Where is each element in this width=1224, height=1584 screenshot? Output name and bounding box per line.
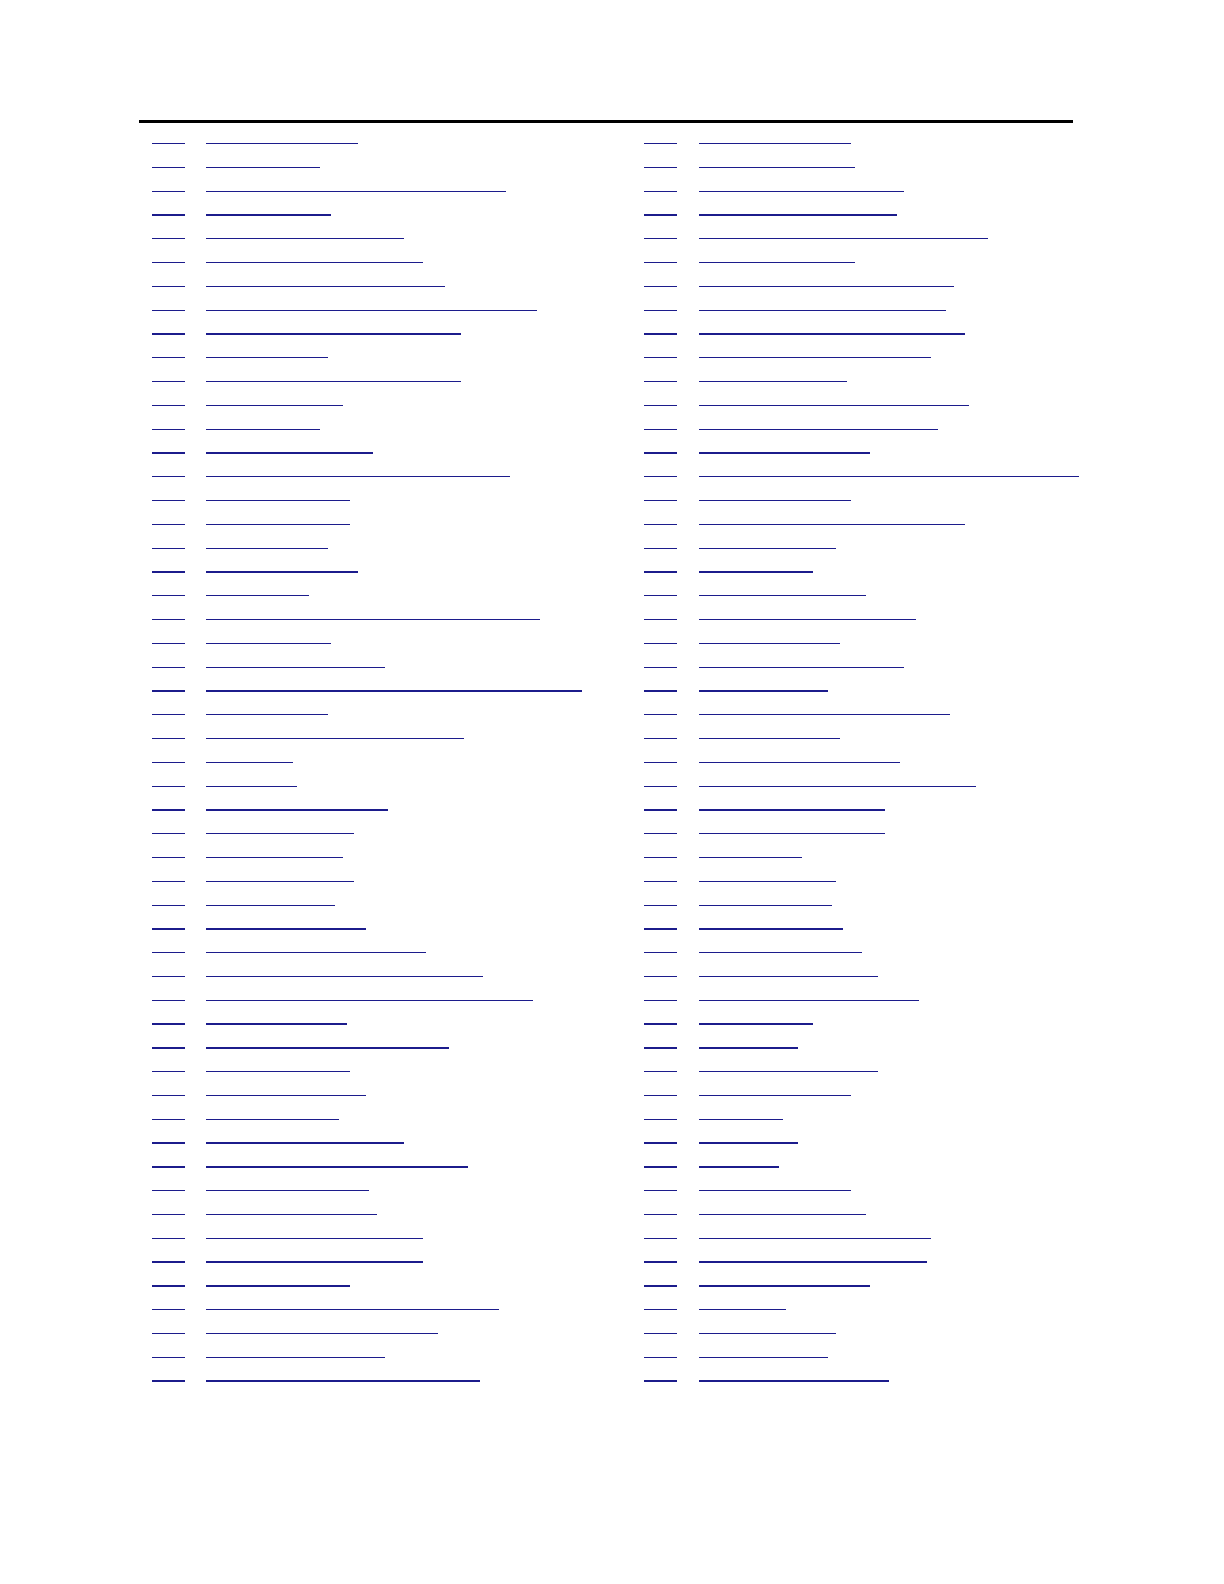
entry-title-link[interactable] <box>699 952 862 953</box>
entry-number-link[interactable] <box>644 1000 677 1001</box>
entry-number-link[interactable] <box>152 714 185 715</box>
entry-title-link[interactable] <box>206 286 445 287</box>
entry-number-link[interactable] <box>644 286 677 287</box>
entry-number-link[interactable] <box>644 452 677 453</box>
entry-number-link[interactable] <box>152 857 185 858</box>
entry-title-link[interactable] <box>206 690 582 691</box>
entry-title-link[interactable] <box>699 1285 870 1286</box>
entry-number-link[interactable] <box>152 1166 185 1167</box>
entry-number-link[interactable] <box>152 643 185 644</box>
entry-number-link[interactable] <box>152 405 185 406</box>
entry-title-link[interactable] <box>699 690 828 691</box>
entry-number-link[interactable] <box>644 1261 677 1262</box>
entry-title-link[interactable] <box>206 357 328 358</box>
entry-title-link[interactable] <box>206 571 358 572</box>
entry-title-link[interactable] <box>206 1214 377 1215</box>
entry-number-link[interactable] <box>152 262 185 263</box>
entry-number-link[interactable] <box>152 1047 185 1048</box>
entry-title-link[interactable] <box>699 833 885 834</box>
entry-number-link[interactable] <box>644 1357 677 1358</box>
entry-number-link[interactable] <box>644 1166 677 1167</box>
entry-title-link[interactable] <box>206 667 385 668</box>
entry-number-link[interactable] <box>152 1333 185 1334</box>
entry-title-link[interactable] <box>206 333 461 334</box>
entry-title-link[interactable] <box>699 333 965 334</box>
entry-title-link[interactable] <box>206 976 483 977</box>
entry-title-link[interactable] <box>699 1119 783 1120</box>
entry-number-link[interactable] <box>644 143 677 144</box>
entry-number-link[interactable] <box>152 928 185 929</box>
entry-title-link[interactable] <box>206 167 320 168</box>
entry-title-link[interactable] <box>699 1047 798 1048</box>
entry-title-link[interactable] <box>699 643 840 644</box>
entry-number-link[interactable] <box>152 595 185 596</box>
entry-title-link[interactable] <box>206 619 540 620</box>
entry-number-link[interactable] <box>152 1214 185 1215</box>
entry-title-link[interactable] <box>699 762 900 763</box>
entry-title-link[interactable] <box>206 548 328 549</box>
entry-number-link[interactable] <box>644 1023 677 1024</box>
entry-number-link[interactable] <box>152 286 185 287</box>
entry-title-link[interactable] <box>206 1333 438 1334</box>
entry-title-link[interactable] <box>699 1214 866 1215</box>
entry-title-link[interactable] <box>206 1190 369 1191</box>
entry-number-link[interactable] <box>644 476 677 477</box>
entry-title-link[interactable] <box>206 928 366 929</box>
entry-title-link[interactable] <box>699 286 954 287</box>
entry-title-link[interactable] <box>699 1071 878 1072</box>
entry-number-link[interactable] <box>644 1047 677 1048</box>
entry-number-link[interactable] <box>152 571 185 572</box>
entry-title-link[interactable] <box>699 1166 779 1167</box>
entry-number-link[interactable] <box>644 762 677 763</box>
entry-number-link[interactable] <box>644 976 677 977</box>
entry-number-link[interactable] <box>644 333 677 334</box>
entry-number-link[interactable] <box>152 1380 185 1381</box>
entry-title-link[interactable] <box>206 1023 347 1024</box>
header-rule <box>139 120 1073 123</box>
entry-title-link[interactable] <box>206 238 404 239</box>
entry-number-link[interactable] <box>152 429 185 430</box>
entry-number-link[interactable] <box>152 1285 185 1286</box>
entry-number-link[interactable] <box>644 1119 677 1120</box>
entry-number-link[interactable] <box>644 429 677 430</box>
entry-number-link[interactable] <box>644 738 677 739</box>
entry-title-link[interactable] <box>206 714 328 715</box>
entry-number-link[interactable] <box>152 1023 185 1024</box>
entry-title-link[interactable] <box>206 214 331 215</box>
entry-title-link[interactable] <box>206 429 320 430</box>
entry-title-link[interactable] <box>699 786 976 787</box>
entry-number-link[interactable] <box>152 1071 185 1072</box>
entry-title-link[interactable] <box>699 928 843 929</box>
entry-number-link[interactable] <box>644 1214 677 1215</box>
entry-title-link[interactable] <box>206 833 354 834</box>
entry-title-link[interactable] <box>699 310 946 311</box>
entry-title-link[interactable] <box>699 238 988 239</box>
entry-title-link[interactable] <box>206 857 343 858</box>
entry-number-link[interactable] <box>152 500 185 501</box>
entry-number-link[interactable] <box>644 238 677 239</box>
entry-number-link[interactable] <box>152 786 185 787</box>
entry-title-link[interactable] <box>206 405 343 406</box>
entry-number-link[interactable] <box>152 1357 185 1358</box>
entry-title-link[interactable] <box>699 1309 786 1310</box>
entry-number-link[interactable] <box>644 1071 677 1072</box>
entry-title-link[interactable] <box>206 643 331 644</box>
entry-number-link[interactable] <box>644 643 677 644</box>
entry-number-link[interactable] <box>152 238 185 239</box>
entry-title-link[interactable] <box>699 143 851 144</box>
entry-title-link[interactable] <box>699 1190 851 1191</box>
entry-title-link[interactable] <box>699 619 916 620</box>
entry-number-link[interactable] <box>644 809 677 810</box>
entry-number-link[interactable] <box>644 357 677 358</box>
entry-number-link[interactable] <box>152 1142 185 1143</box>
entry-title-link[interactable] <box>699 524 965 525</box>
entry-title-link[interactable] <box>206 1000 533 1001</box>
entry-number-link[interactable] <box>644 667 677 668</box>
entry-title-link[interactable] <box>699 1142 798 1143</box>
entry-title-link[interactable] <box>206 881 354 882</box>
entry-number-link[interactable] <box>152 1238 185 1239</box>
entry-title-link[interactable] <box>206 1071 350 1072</box>
entry-number-link[interactable] <box>644 595 677 596</box>
entry-number-link[interactable] <box>644 857 677 858</box>
entry-title-link[interactable] <box>699 262 855 263</box>
entry-number-link[interactable] <box>644 714 677 715</box>
entry-title-link[interactable] <box>206 1309 499 1310</box>
entry-number-link[interactable] <box>152 976 185 977</box>
entry-number-link[interactable] <box>152 762 185 763</box>
entry-title-link[interactable] <box>206 1357 385 1358</box>
entry-number-link[interactable] <box>644 1380 677 1381</box>
entry-title-link[interactable] <box>699 1261 927 1262</box>
entry-title-link[interactable] <box>206 1380 480 1381</box>
entry-number-link[interactable] <box>644 571 677 572</box>
entry-title-link[interactable] <box>699 1333 836 1334</box>
entry-title-link[interactable] <box>206 1119 339 1120</box>
entry-number-link[interactable] <box>152 690 185 691</box>
entry-title-link[interactable] <box>206 262 423 263</box>
entry-number-link[interactable] <box>644 405 677 406</box>
entry-title-link[interactable] <box>699 167 855 168</box>
entry-number-link[interactable] <box>644 1238 677 1239</box>
entry-number-link[interactable] <box>152 905 185 906</box>
entry-number-link[interactable] <box>152 1190 185 1191</box>
entry-title-link[interactable] <box>699 905 832 906</box>
entry-title-link[interactable] <box>206 738 464 739</box>
entry-title-link[interactable] <box>206 595 309 596</box>
entry-number-link[interactable] <box>644 500 677 501</box>
entry-number-link[interactable] <box>644 167 677 168</box>
entry-number-link[interactable] <box>152 1095 185 1096</box>
entry-title-link[interactable] <box>206 786 297 787</box>
entry-title-link[interactable] <box>699 881 836 882</box>
entry-number-link[interactable] <box>644 952 677 953</box>
entry-number-link[interactable] <box>152 310 185 311</box>
entry-number-link[interactable] <box>152 167 185 168</box>
entry-title-link[interactable] <box>699 429 938 430</box>
entry-number-link[interactable] <box>644 191 677 192</box>
entry-number-link[interactable] <box>644 1190 677 1191</box>
entry-number-link[interactable] <box>152 357 185 358</box>
entry-title-link[interactable] <box>206 1261 423 1262</box>
entry-title-link[interactable] <box>206 1142 404 1143</box>
entry-number-link[interactable] <box>152 452 185 453</box>
entry-number-link[interactable] <box>644 619 677 620</box>
entry-title-link[interactable] <box>699 1000 919 1001</box>
entry-title-link[interactable] <box>699 1023 813 1024</box>
entry-number-link[interactable] <box>644 1309 677 1310</box>
entry-title-link[interactable] <box>699 714 950 715</box>
entry-title-link[interactable] <box>699 381 847 382</box>
entry-number-link[interactable] <box>152 1119 185 1120</box>
entry-title-link[interactable] <box>206 762 293 763</box>
entry-title-link[interactable] <box>206 476 510 477</box>
entry-title-link[interactable] <box>699 571 813 572</box>
entry-number-link[interactable] <box>152 143 185 144</box>
entry-title-link[interactable] <box>206 1095 366 1096</box>
entry-title-link[interactable] <box>699 1380 889 1381</box>
entry-title-link[interactable] <box>699 500 851 501</box>
entry-title-link[interactable] <box>699 1095 851 1096</box>
entry-number-link[interactable] <box>644 1095 677 1096</box>
entry-number-link[interactable] <box>152 214 185 215</box>
entry-title-link[interactable] <box>699 1238 931 1239</box>
entry-number-link[interactable] <box>644 1142 677 1143</box>
entry-title-link[interactable] <box>206 1285 350 1286</box>
entry-title-link[interactable] <box>699 857 802 858</box>
entry-number-link[interactable] <box>644 905 677 906</box>
entry-number-link[interactable] <box>152 1261 185 1262</box>
entry-number-link[interactable] <box>644 881 677 882</box>
entry-title-link[interactable] <box>699 548 836 549</box>
entry-number-link[interactable] <box>152 667 185 668</box>
entry-number-link[interactable] <box>152 548 185 549</box>
entry-title-link[interactable] <box>206 143 358 144</box>
entry-number-link[interactable] <box>152 952 185 953</box>
entry-number-link[interactable] <box>152 881 185 882</box>
entry-title-link[interactable] <box>699 1357 828 1358</box>
entry-number-link[interactable] <box>152 809 185 810</box>
entry-number-link[interactable] <box>644 928 677 929</box>
entry-title-link[interactable] <box>699 405 969 406</box>
entry-title-link[interactable] <box>206 381 461 382</box>
entry-title-link[interactable] <box>699 809 885 810</box>
entry-title-link[interactable] <box>699 738 840 739</box>
entry-number-link[interactable] <box>644 262 677 263</box>
entry-title-link[interactable] <box>206 452 373 453</box>
entry-number-link[interactable] <box>152 476 185 477</box>
entry-number-link[interactable] <box>644 1285 677 1286</box>
entry-number-link[interactable] <box>644 548 677 549</box>
entry-number-link[interactable] <box>644 690 677 691</box>
entry-title-link[interactable] <box>206 905 335 906</box>
entry-title-link[interactable] <box>699 452 870 453</box>
entry-title-link[interactable] <box>699 667 904 668</box>
entry-title-link[interactable] <box>206 191 506 192</box>
entry-number-link[interactable] <box>152 1000 185 1001</box>
entry-number-link[interactable] <box>152 381 185 382</box>
entry-number-link[interactable] <box>152 191 185 192</box>
entry-title-link[interactable] <box>206 500 350 501</box>
entry-number-link[interactable] <box>644 786 677 787</box>
entry-number-link[interactable] <box>644 310 677 311</box>
entry-title-link[interactable] <box>206 809 388 810</box>
entry-title-link[interactable] <box>206 310 537 311</box>
entry-number-link[interactable] <box>644 833 677 834</box>
entry-number-link[interactable] <box>644 214 677 215</box>
entry-title-link[interactable] <box>206 1166 468 1167</box>
entry-number-link[interactable] <box>644 524 677 525</box>
entry-number-link[interactable] <box>644 381 677 382</box>
entry-title-link[interactable] <box>699 595 866 596</box>
entry-number-link[interactable] <box>152 738 185 739</box>
entry-number-link[interactable] <box>152 1309 185 1310</box>
entry-title-link[interactable] <box>699 976 878 977</box>
entry-number-link[interactable] <box>152 524 185 525</box>
entry-title-link[interactable] <box>206 524 350 525</box>
entry-title-link[interactable] <box>206 1047 449 1048</box>
entry-title-link[interactable] <box>206 952 426 953</box>
entry-number-link[interactable] <box>152 333 185 334</box>
entry-title-link[interactable] <box>206 1238 423 1239</box>
entry-number-link[interactable] <box>152 619 185 620</box>
entry-title-link[interactable] <box>699 191 904 192</box>
entry-number-link[interactable] <box>644 1333 677 1334</box>
entry-title-link[interactable] <box>699 214 897 215</box>
entry-number-link[interactable] <box>152 833 185 834</box>
entry-title-link[interactable] <box>699 476 1079 477</box>
entry-title-link[interactable] <box>699 357 931 358</box>
